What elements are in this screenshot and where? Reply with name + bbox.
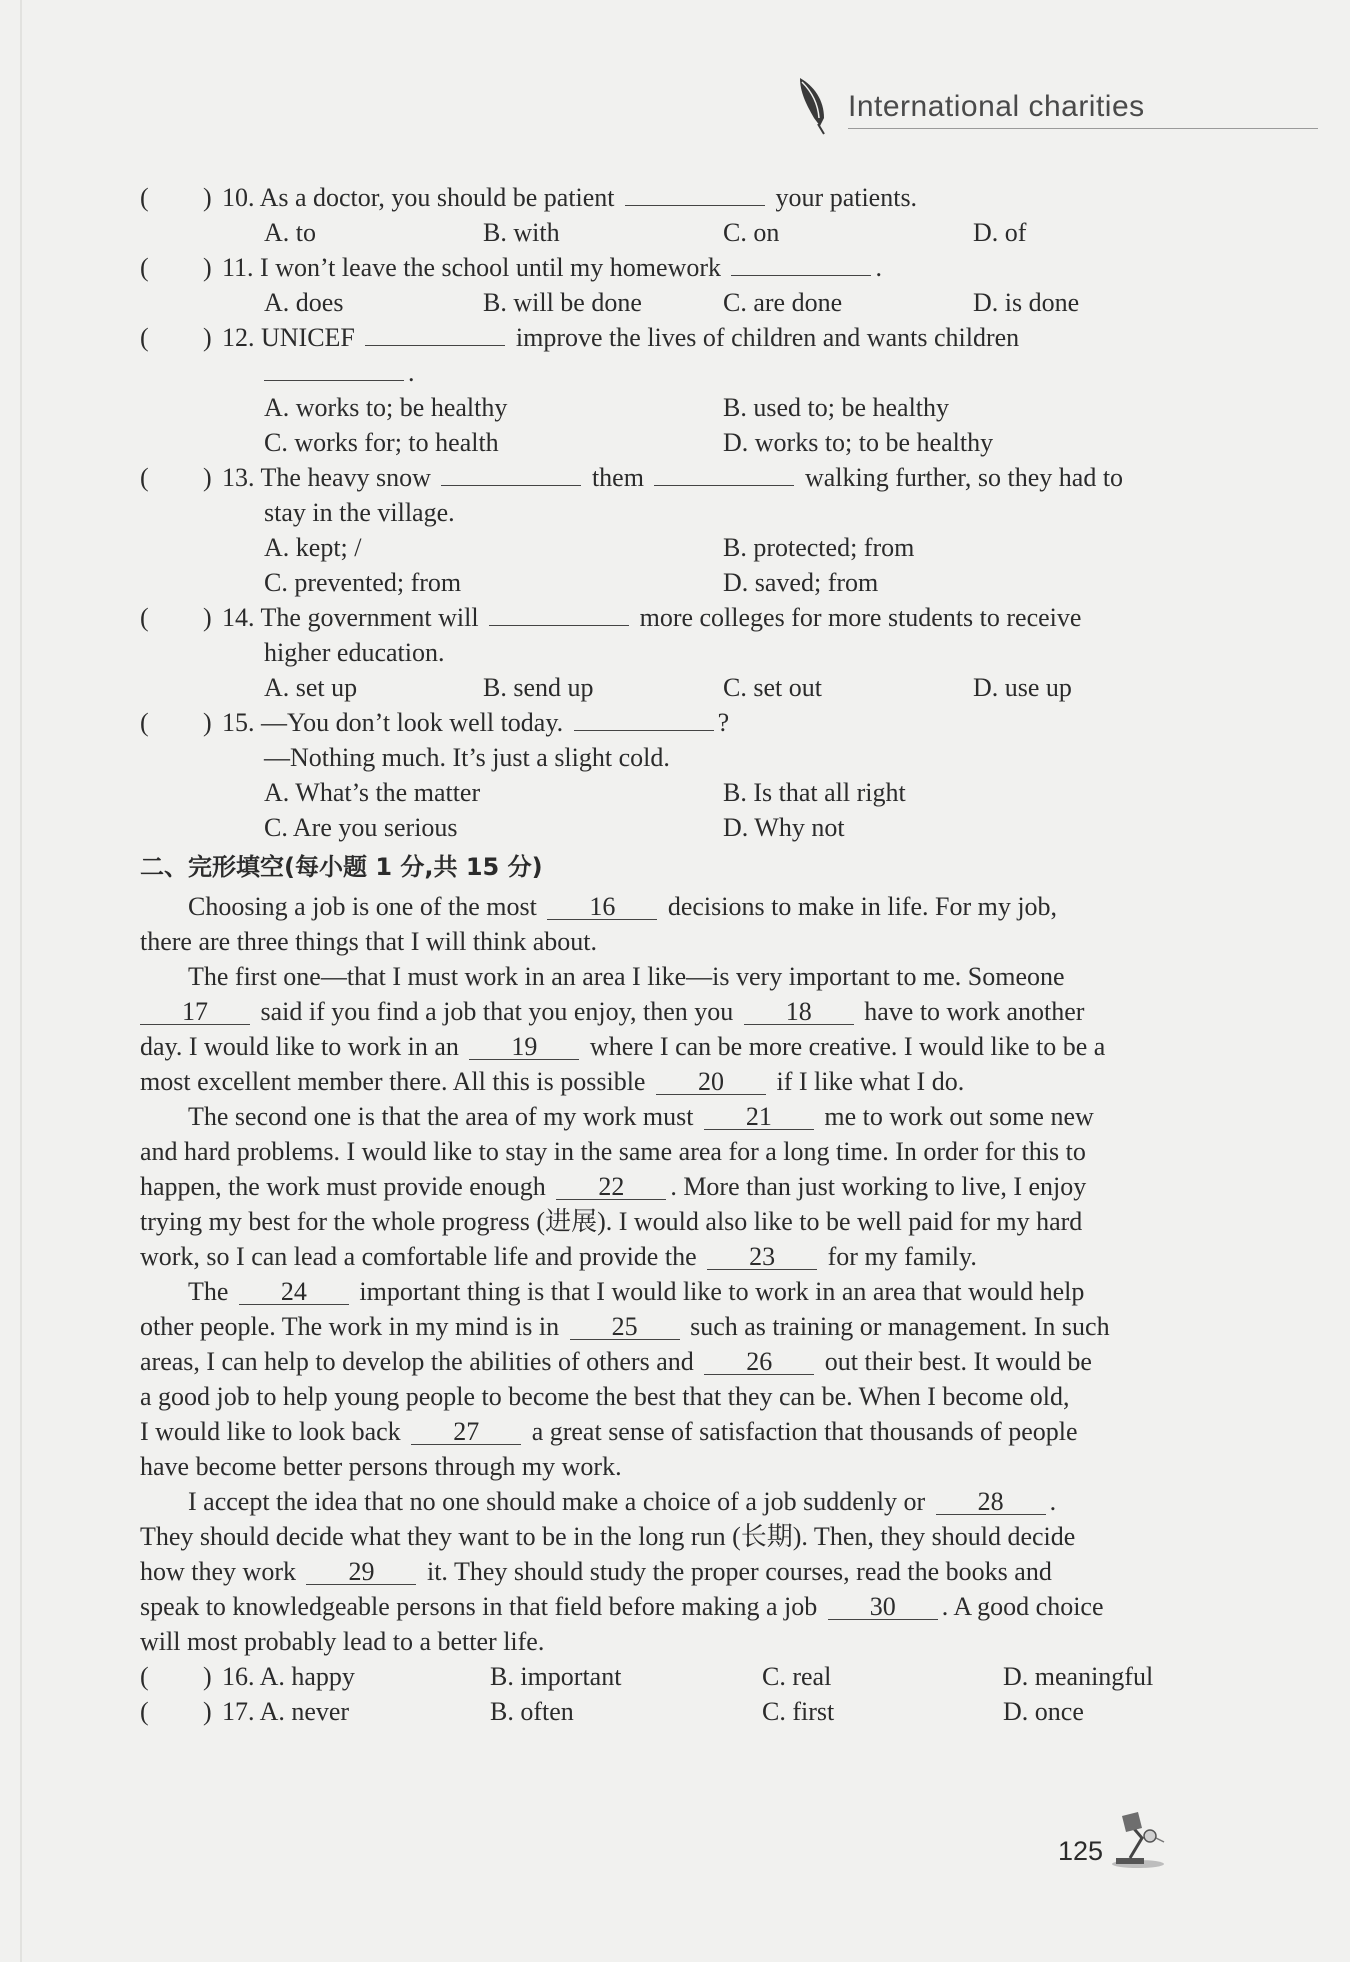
option-c: C. set out [723, 673, 822, 702]
question-12: ( ) 12. UNICEF improve the lives of children and wants children [140, 323, 1020, 352]
option-d: D. of [973, 218, 1027, 247]
question-number: 13 [222, 463, 248, 492]
option-d: D. meaningful [1003, 1662, 1154, 1691]
option-b: B. Is that all right [723, 778, 906, 807]
options-14 [140, 670, 1180, 705]
option-a: A. kept; / [264, 533, 362, 562]
option-c: C. are done [723, 288, 843, 317]
question-number: 11 [222, 253, 248, 282]
option-c: C. works for; to health [264, 428, 499, 457]
cloze-blank-24[interactable]: 24 [239, 1280, 349, 1305]
answer-blank[interactable] [264, 358, 404, 381]
chapter-title: International charities [848, 90, 1145, 123]
answer-blank[interactable] [489, 603, 629, 626]
answer-blank[interactable] [365, 323, 505, 346]
cloze-blank-28[interactable]: 28 [936, 1490, 1046, 1515]
option-a: A. set up [264, 673, 358, 702]
options-15-row2 [140, 810, 1180, 845]
option-b: B. with [483, 218, 560, 247]
question-13: ( ) 13. The heavy snow them walking further, so they had to [140, 463, 1124, 492]
option-d: D. once [1003, 1697, 1084, 1726]
option-b: B. will be done [483, 288, 642, 317]
option-c: C. first [762, 1697, 835, 1726]
option-d: D. saved; from [723, 568, 879, 597]
question-number: 17 [222, 1697, 248, 1726]
question-number: 10 [222, 183, 248, 212]
cloze-blank-30[interactable]: 30 [828, 1595, 938, 1620]
cloze-blank-26[interactable]: 26 [704, 1350, 814, 1375]
option-b: B. protected; from [723, 533, 915, 562]
options-12-row2 [140, 425, 1180, 460]
cloze-passage: Choosing a job is one of the most 16 decisions to make in life. For my job, there are three things that I will think about. The first one—that I must work in an area I like—is very important to me. Someone 17 said if you find a job that you enjoy, then you 18 have to work another day. I would like to work in an 19 where I can be more creative. I would like to be a most excellent member there. All this is possible 20 if I like what I do. The second one is that the area of my work must 21 me to work out some new and hard problems. I would like to stay in the same area for a long time. In order for this to happen, the work must provide enough 22 . More than just working to live, I enjoy trying my best for the whole progress (进展). I would also like to be well paid for my hard work, so I can lead a comfortable life and provide the 23 for my family. The 24 important thing is that I would like to work in an area that would help other people. The work in my mind is in 25 such as training or management. In such areas, I can help to develop the abilities of others and 26 out their best. It would be a good job to help young people to become the best that they can be. When I become old, I would like to look back 27 a great sense of satisfaction that thousands of people have become better persons through my work. I accept the idea that no one should make a choice of a job suddenly or 28 . They should decide what they want to be in the long run (长期). Then, they should decide how they work 29 it. They should study the proper courses, read the books and speak to knowledgeable persons in that field before making a job 30 . A good choice will most probably lead to a better life. [140, 892, 1110, 1656]
answer-blank[interactable] [441, 463, 581, 486]
page-header [790, 78, 1330, 134]
option-d: D. works to; to be healthy [723, 428, 994, 457]
cloze-blank-27[interactable]: 27 [411, 1420, 521, 1445]
option-b: B. send up [483, 673, 594, 702]
cloze-blank-22[interactable]: 22 [556, 1175, 666, 1200]
option-b: B. often [490, 1697, 574, 1726]
option-a: A. does [264, 288, 344, 317]
question-14-cont: higher education. [264, 638, 445, 667]
option-a: A. to [264, 218, 316, 247]
option-d: D. is done [973, 288, 1080, 317]
desk-lamp-icon [1108, 1808, 1172, 1870]
section-title: 二、完形填空(每小题 1 分,共 15 分) [140, 853, 543, 881]
cloze-blank-20[interactable]: 20 [656, 1070, 766, 1095]
cloze-blank-29[interactable]: 29 [306, 1560, 416, 1585]
option-a: A. never [259, 1697, 350, 1726]
question-13-cont: stay in the village. [264, 498, 455, 527]
option-a: A. What’s the matter [264, 778, 481, 807]
question-15: ( ) 15. —You don’t look well today. ? [140, 708, 730, 737]
option-c: C. Are you serious [264, 813, 458, 842]
option-a: A. happy [259, 1662, 355, 1691]
worksheet-content [140, 180, 1180, 1729]
option-c: C. prevented; from [264, 568, 462, 597]
question-11: ( ) 11. I won’t leave the school until my homework . [140, 253, 882, 282]
question-12-cont: . [140, 355, 1180, 390]
page-number: 125 [1058, 1836, 1104, 1866]
option-b: B. important [490, 1662, 622, 1691]
answer-blank[interactable] [625, 183, 765, 206]
question-number: 15 [222, 708, 248, 737]
answer-blank[interactable] [574, 708, 714, 731]
cloze-question-17: ( ) 17. A. never B. often C. first D. once [140, 1694, 1180, 1729]
answer-blank[interactable] [731, 253, 871, 276]
option-a: A. works to; be healthy [264, 393, 508, 422]
cloze-blank-19[interactable]: 19 [469, 1035, 579, 1060]
options-11 [140, 285, 1180, 320]
option-c: C. on [723, 218, 780, 247]
options-13-row1 [140, 530, 1180, 565]
cloze-blank-17[interactable]: 17 [140, 1000, 250, 1025]
cloze-blank-18[interactable]: 18 [744, 1000, 854, 1025]
cloze-question-16: ( ) 16. A. happy B. important C. real D. meaningful [140, 1659, 1180, 1694]
options-15-row1 [140, 775, 1180, 810]
cloze-blank-25[interactable]: 25 [570, 1315, 680, 1340]
question-14: ( ) 14. The government will more colleges for more students to receive [140, 603, 1082, 632]
cloze-blank-21[interactable]: 21 [704, 1105, 814, 1130]
option-b: B. used to; be healthy [723, 393, 950, 422]
answer-blank[interactable] [654, 463, 794, 486]
question-number: 16 [222, 1662, 248, 1691]
question-15-cont: —Nothing much. It’s just a slight cold. [264, 743, 670, 772]
question-10: ( ) 10. As a doctor, you should be patient your patients. [140, 183, 918, 212]
options-13-row2 [140, 565, 1180, 600]
cloze-blank-16[interactable]: 16 [547, 895, 657, 920]
cloze-blank-23[interactable]: 23 [707, 1245, 817, 1270]
question-number: 12 [222, 323, 248, 352]
options-12-row1 [140, 390, 1180, 425]
question-number: 14 [222, 603, 248, 632]
option-d: D. Why not [723, 813, 845, 842]
page-edge [20, 0, 22, 1962]
option-c: C. real [762, 1662, 832, 1691]
header-rule [848, 128, 1318, 129]
quill-pen-icon [790, 74, 846, 138]
option-d: D. use up [973, 673, 1072, 702]
options-10 [140, 215, 1180, 250]
